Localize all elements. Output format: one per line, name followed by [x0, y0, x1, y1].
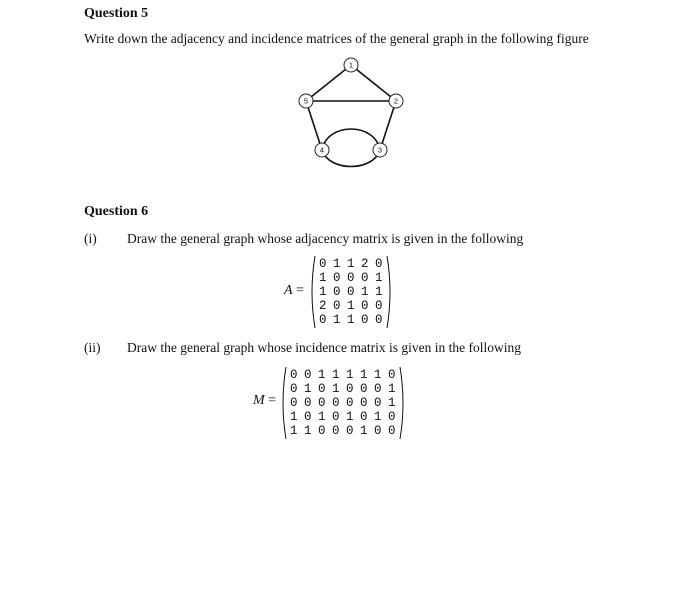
matrix-a-entry: 1 [347, 299, 355, 313]
matrix-m-entry: 0 [290, 396, 298, 410]
matrix-m-entry: 0 [374, 424, 382, 438]
matrix-m-entry: 0 [346, 396, 354, 410]
matrix-m-entry: 0 [304, 368, 312, 382]
matrix-m-entry: 1 [304, 382, 312, 396]
matrix-a-entry: 0 [319, 313, 327, 327]
matrix-m-entry: 0 [346, 382, 354, 396]
matrix-m-entry: 0 [290, 382, 298, 396]
matrix-a-left-bracket [312, 256, 315, 328]
edge-4-3-lower [322, 150, 380, 167]
matrix-a-entry: 0 [347, 285, 355, 299]
matrix-m-entry: 0 [318, 382, 326, 396]
matrix-m-entry: 1 [346, 410, 354, 424]
node-4-label: 4 [319, 145, 325, 155]
matrix-m-left-bracket [283, 367, 286, 439]
matrix-m-entry: 0 [318, 396, 326, 410]
matrix-a-entry: 1 [319, 285, 327, 299]
matrix-a-entry: 0 [333, 299, 341, 313]
matrix-m-entry: 1 [388, 382, 396, 396]
matrix-a-entry: 1 [347, 313, 355, 327]
node-1 [344, 58, 358, 72]
edge-1-2 [351, 65, 396, 101]
matrix-m-entry: 0 [290, 368, 298, 382]
edge-5-4 [306, 101, 322, 150]
matrix-a-entry: 1 [333, 313, 341, 327]
node-2 [389, 94, 403, 108]
matrix-m-entry: 0 [374, 382, 382, 396]
node-5-label: 5 [303, 96, 309, 106]
matrix-m-entry: 0 [374, 396, 382, 410]
node-5 [299, 94, 313, 108]
matrix-m-entry: 1 [374, 368, 382, 382]
matrix-a-entry: 0 [375, 313, 383, 327]
matrix-m-entry: 1 [388, 396, 396, 410]
matrix-m-entry: 0 [304, 410, 312, 424]
matrix-m-entry: 1 [318, 410, 326, 424]
matrix-a-entry: 1 [361, 285, 369, 299]
matrix-a-entry: 1 [347, 257, 355, 271]
node-3 [373, 143, 387, 157]
node-2-label: 2 [393, 96, 399, 106]
matrix-m-entry: 0 [360, 396, 368, 410]
matrix-a-entry: 1 [319, 271, 327, 285]
adjacency-matrix-name [284, 283, 304, 299]
matrix-a-entry: 0 [333, 271, 341, 285]
edge-4-3-upper [322, 129, 380, 150]
matrix-m-entry: 0 [388, 368, 396, 382]
matrix-a-entry: 0 [361, 299, 369, 313]
part-i-label: (i) [84, 231, 97, 246]
matrix-m-entry: 0 [332, 410, 340, 424]
matrix-m-entry: 1 [374, 410, 382, 424]
matrix-a-entry: 2 [361, 257, 369, 271]
matrix-m-entry: 1 [290, 424, 298, 438]
matrix-a-entry: 0 [361, 313, 369, 327]
question-6-heading: Question 6 [84, 204, 149, 219]
question-5-heading: Question 5 [84, 6, 149, 21]
part-ii-text: Draw the general graph whose incidence matrix is given in the following [127, 340, 522, 355]
matrix-m-entry: 1 [290, 410, 298, 424]
matrix-m-entry: 0 [304, 396, 312, 410]
matrix-m-entry: 0 [318, 424, 326, 438]
matrix-a-entry: 0 [333, 285, 341, 299]
matrix-m-entry: 0 [346, 424, 354, 438]
general-graph-figure [285, 50, 415, 180]
matrix-a-symbol: A [284, 283, 293, 298]
incidence-matrix-name [253, 393, 276, 409]
matrix-a-entry: 0 [375, 257, 383, 271]
matrix-a-entry: 0 [319, 257, 327, 271]
matrix-a-entry: 0 [347, 271, 355, 285]
matrix-m-equals: = [268, 393, 277, 408]
matrix-a-entry: 2 [319, 299, 327, 313]
node-3-label: 3 [377, 145, 383, 155]
matrix-m-entry: 0 [332, 424, 340, 438]
matrix-m-entry: 1 [332, 382, 340, 396]
matrix-m-entry: 0 [388, 424, 396, 438]
matrix-a-entry: 0 [375, 299, 383, 313]
matrix-m-symbol: M [253, 393, 265, 408]
matrix-m-entry: 0 [388, 410, 396, 424]
matrix-m-entry: 0 [360, 382, 368, 396]
matrix-a-entry: 0 [361, 271, 369, 285]
adjacency-matrix-a [308, 255, 418, 329]
matrix-a-entry: 1 [333, 257, 341, 271]
matrix-m-entry: 1 [304, 424, 312, 438]
edge-2-3 [380, 101, 396, 150]
matrix-m-entry: 1 [332, 368, 340, 382]
question-5-instruction: Write down the adjacency and incidence matrices of the general graph in the following figure [84, 31, 589, 46]
node-4 [315, 143, 329, 157]
part-ii-label: (ii) [84, 340, 101, 355]
matrix-a-equals: = [296, 283, 304, 298]
incidence-matrix-m [279, 366, 449, 440]
matrix-a-right-bracket [387, 256, 390, 328]
matrix-m-entry: 1 [360, 424, 368, 438]
matrix-m-entry: 1 [318, 368, 326, 382]
matrix-m-entry: 1 [346, 368, 354, 382]
edge-1-5 [306, 65, 351, 101]
part-i-text: Draw the general graph whose adjacency matrix is given in the following [127, 231, 524, 246]
matrix-m-entry: 0 [332, 396, 340, 410]
node-1-label: 1 [348, 60, 354, 70]
matrix-m-right-bracket [400, 367, 403, 439]
matrix-m-entry: 0 [360, 410, 368, 424]
matrix-m-entry: 1 [360, 368, 368, 382]
matrix-a-entry: 1 [375, 285, 383, 299]
matrix-a-entry: 1 [375, 271, 383, 285]
